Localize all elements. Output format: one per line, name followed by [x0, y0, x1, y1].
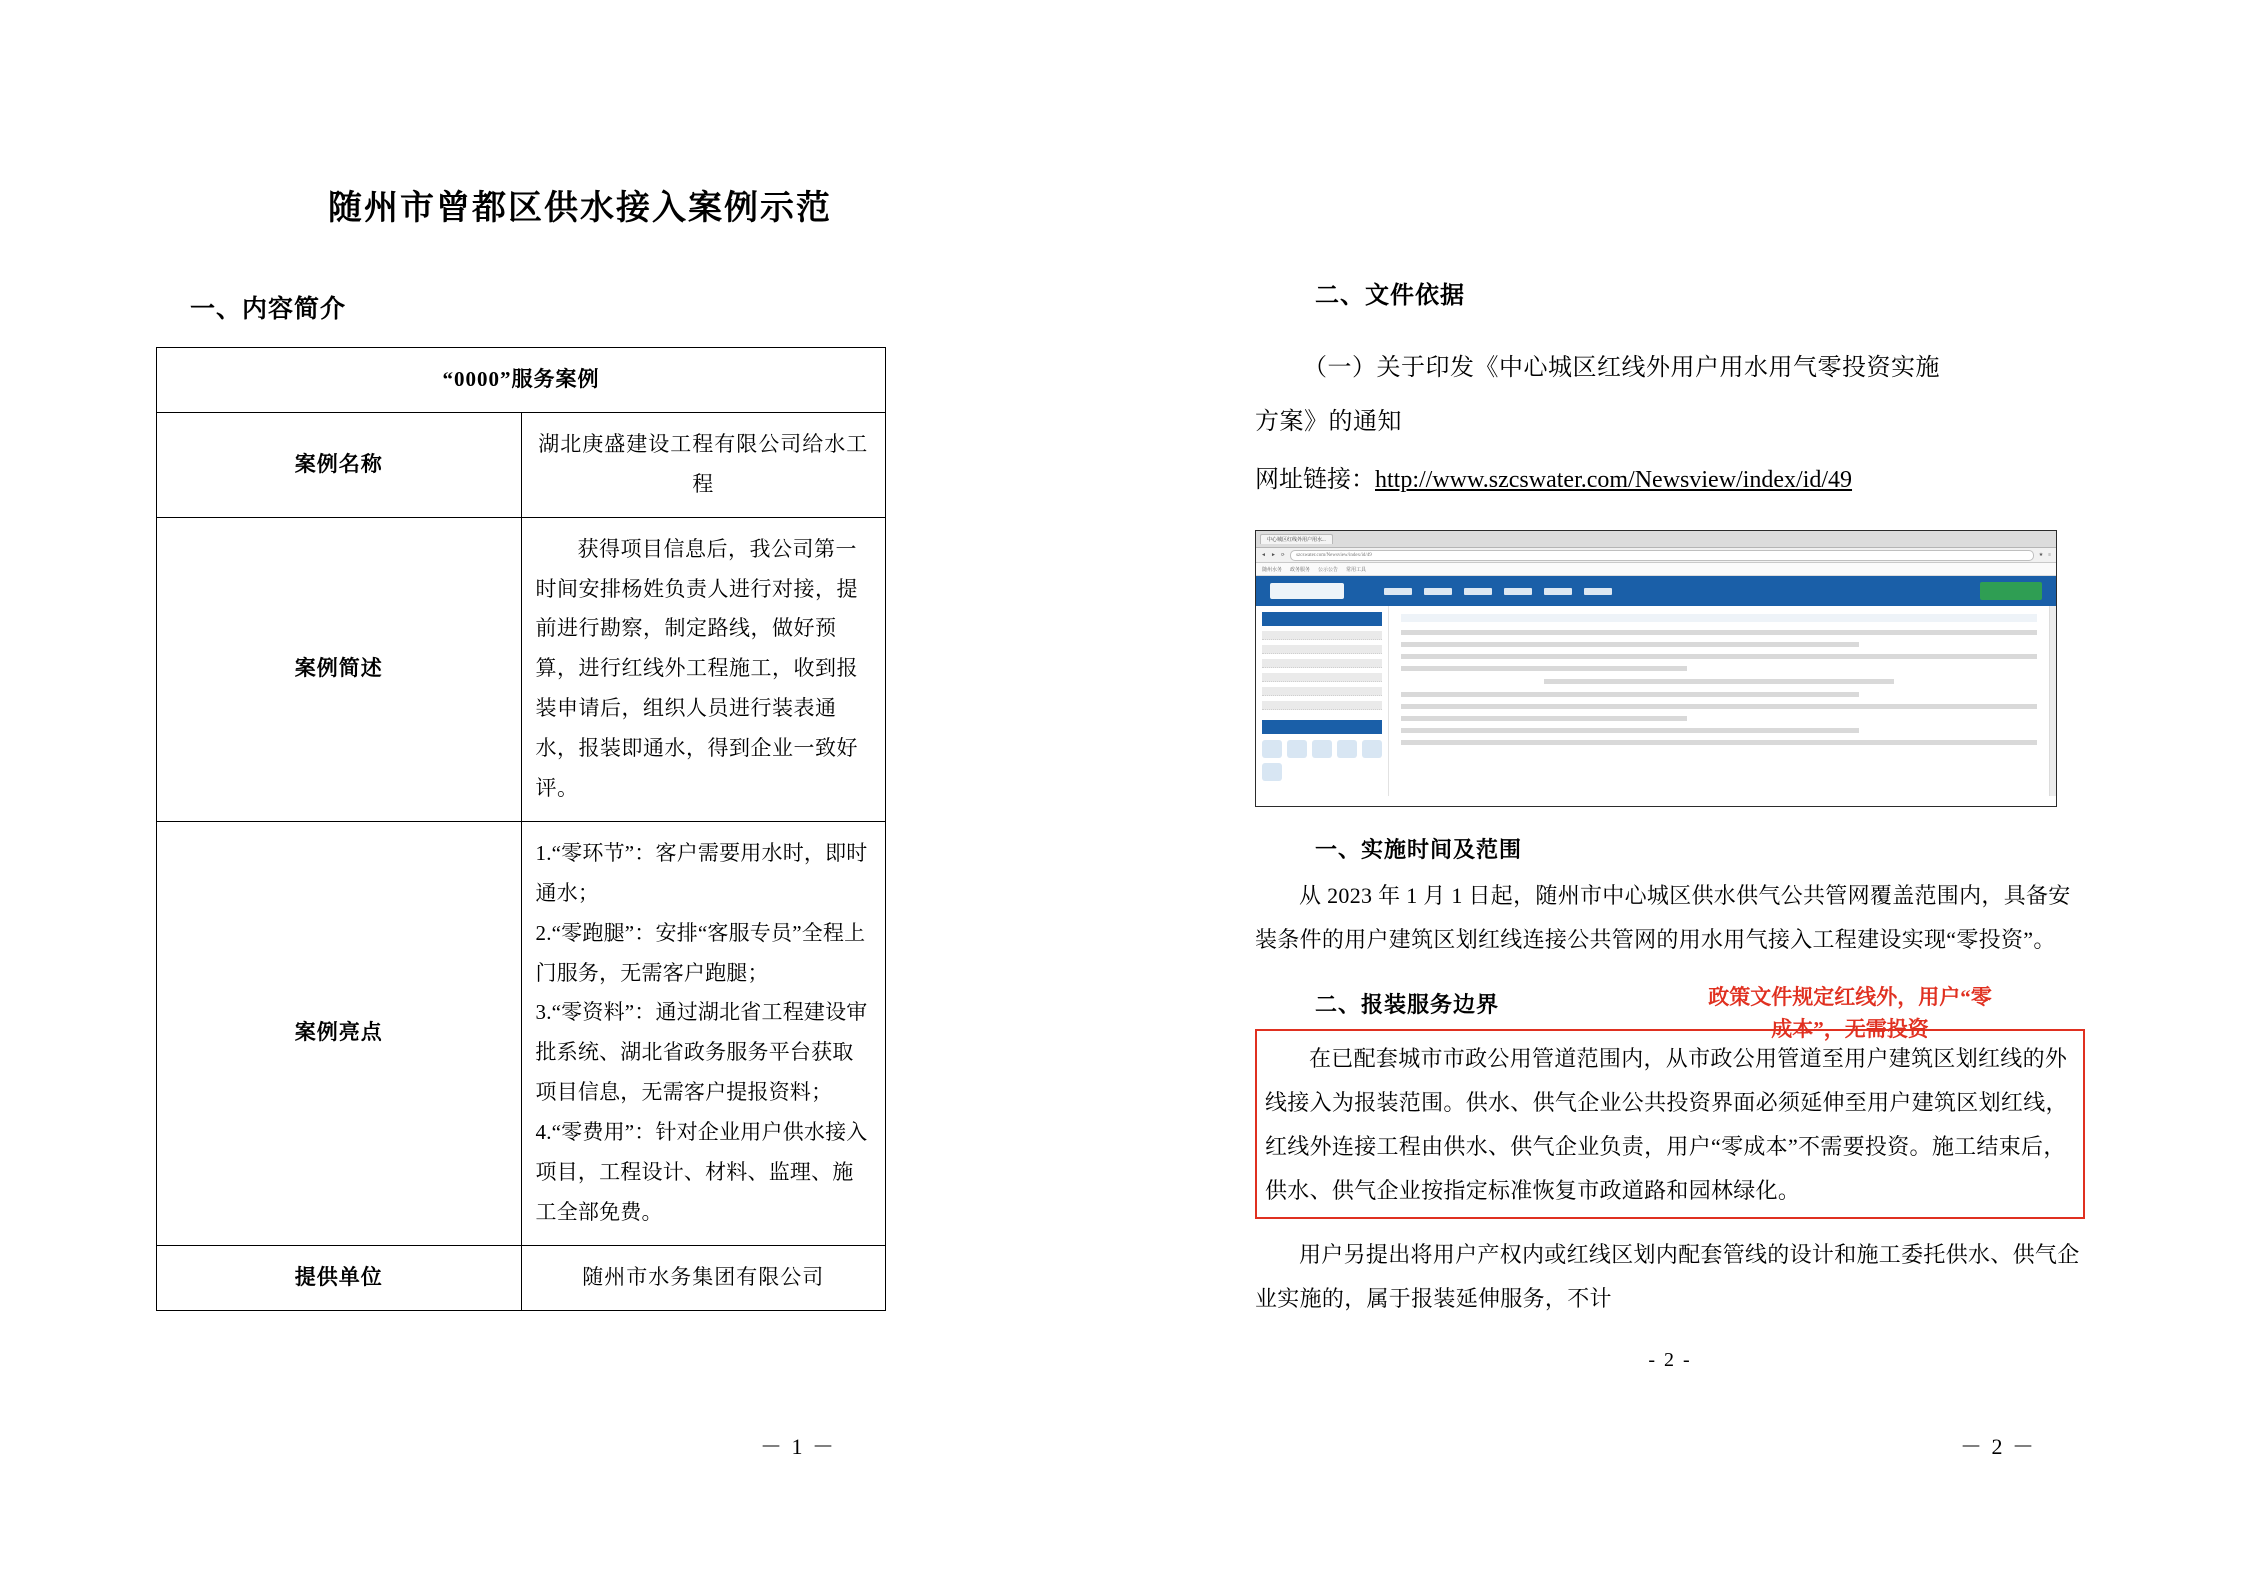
bookmark-item[interactable]: 公示公告 [1318, 567, 1339, 573]
sidebar-item[interactable] [1262, 645, 1382, 654]
service-boundary-text: 在已配套城市市政公用管道范围内，从市政公用管道至用户建筑区划红线的外线接入为报装范围。供水、供气企业公共投资界面必须延伸至用户建筑区划红线，红线外连接工程由供水、供气企业负责，用户“零成本”不需要投资。施工结束后，供水、供气企业按指定标准恢复市政道路和园林绿化。 [1265, 1046, 2068, 1203]
case-summary-value: 获得项目信息后，我公司第一时间安排杨姓负责人进行对接，提前进行勘察，制定路线，做好预算，进行红线外工程施工，收到报装申请后，组织人员进行装表通水，报装即通水，得到企业一致好评。 [521, 517, 886, 821]
highlighted-policy-box [1255, 1029, 2085, 1219]
highlight-item: 4.“零费用”：针对企业用户供水接入项目，工程设计、材料、监理、施工全部免费。 [535, 1120, 868, 1224]
sidebar-title-online-hall [1262, 720, 1382, 734]
star-icon[interactable]: ★ [2038, 553, 2044, 558]
policy-url-link[interactable]: http://www.szcswater.com/Newsview/index/id/49 [1375, 467, 1853, 493]
red-annotation: 政策文件规定红线外，用户“零成本”，无需投资 [1708, 985, 1992, 1041]
site-sidebar [1256, 606, 1389, 796]
site-header-banner [1256, 576, 2056, 606]
sidebar-item[interactable] [1262, 631, 1382, 640]
content-line [1401, 692, 1859, 697]
wechat-badge [1980, 582, 2042, 600]
right-page-content [1255, 275, 2085, 1372]
page-title: 随州市曾都区供水接入案例示范 [328, 190, 832, 227]
site-nav-item[interactable] [1424, 588, 1452, 595]
bookmark-item[interactable]: 随州水务 [1262, 567, 1283, 573]
highlight-item: 2.“零跑腿”：安排“客服专员”全程上门服务，无需客户跑腿； [535, 920, 866, 985]
content-line [1401, 630, 2037, 635]
browser-bookmarks-bar [1256, 563, 2056, 576]
site-body [1256, 606, 2056, 796]
service-icon[interactable] [1262, 763, 1282, 781]
site-nav-item[interactable] [1544, 588, 1572, 595]
left-page-content [150, 180, 1010, 1311]
highlight-item: 3.“零资料”：通过湖北省工程建设审批系统、湖北省政务服务平台获取项目信息，无需客户提报资料； [535, 1000, 868, 1105]
case-table-header: “0000”服务案例 [157, 348, 886, 413]
browser-tabbar [1256, 531, 2056, 548]
service-icon[interactable] [1312, 740, 1332, 758]
bookmark-item[interactable]: 常用工具 [1346, 567, 1367, 573]
case-summary-label: 案例简述 [157, 517, 522, 821]
sub-heading-service-boundary: 二、报装服务边界 [1315, 992, 1500, 1017]
service-icon[interactable] [1337, 740, 1357, 758]
site-nav-item[interactable] [1464, 588, 1492, 595]
case-name-value: 湖北庚盛建设工程有限公司给水工程 [521, 412, 886, 517]
content-line [1401, 642, 1859, 647]
content-line [1401, 654, 2037, 659]
service-icon[interactable] [1362, 740, 1382, 758]
embedded-browser-screenshot [1255, 530, 2057, 807]
content-line [1401, 728, 1859, 733]
service-icon[interactable] [1287, 740, 1307, 758]
implementation-text: 从 2023 年 1 月 1 日起，随州市中心城区供水供气公共管网覆盖范围内，具备安装条件的用户建筑区划红线连接公共管网的用水用气接入工程建设实现“零投资”。 [1255, 883, 2071, 952]
provider-value: 随州市水务集团有限公司 [521, 1245, 886, 1310]
inner-page-number: - 2 - [1648, 1349, 1692, 1371]
site-main-content [1389, 606, 2049, 796]
scrollbar[interactable] [2049, 606, 2056, 796]
extension-service-text: 用户另提出将用户产权内或红线区划内配套管线的设计和施工委托供水、供气企业实施的，属于报装延伸服务，不计 [1255, 1242, 2080, 1311]
content-line [1401, 740, 2037, 745]
menu-icon[interactable]: ≡ [2048, 552, 2051, 558]
table-row [157, 1245, 886, 1310]
browser-urlbar [1256, 548, 2056, 563]
site-nav-item[interactable] [1504, 588, 1532, 595]
bookmark-item[interactable]: 政务服务 [1290, 567, 1311, 573]
sidebar-item[interactable] [1262, 659, 1382, 668]
section-heading-content-intro: 一、内容简介 [190, 296, 347, 323]
case-name-label: 案例名称 [157, 412, 522, 517]
content-line [1544, 679, 1894, 684]
sidebar-item[interactable] [1262, 701, 1382, 710]
page-number-left: － 1 － [760, 1434, 837, 1459]
table-row [157, 348, 886, 413]
highlight-item: 1.“零环节”：客户需要用水时，即时通水； [535, 840, 868, 905]
provider-label: 提供单位 [157, 1245, 522, 1310]
reload-icon[interactable]: ⟳ [1280, 553, 1286, 558]
content-line [1401, 704, 2037, 709]
service-icon[interactable] [1262, 740, 1282, 758]
table-row [157, 821, 886, 1245]
site-logo [1270, 583, 1344, 599]
table-row [157, 517, 886, 821]
link-line [1255, 456, 2085, 504]
link-label: 网址链接： [1255, 467, 1375, 493]
case-highlights-label: 案例亮点 [157, 821, 522, 1245]
section-heading-file-basis: 二、文件依据 [1315, 283, 1465, 309]
sub-heading-implementation: 一、实施时间及范围 [1315, 837, 1523, 862]
content-line [1401, 716, 1687, 721]
sidebar-item[interactable] [1262, 687, 1382, 696]
site-nav-item[interactable] [1384, 588, 1412, 595]
sidebar-item[interactable] [1262, 673, 1382, 682]
sidebar-title-notices [1262, 612, 1382, 626]
url-input[interactable]: szcswater.com/Newsview/index/id/49 [1290, 550, 2034, 561]
policy-paragraph-line2: 方案》的通知 [1255, 409, 1402, 435]
content-line [1401, 666, 1687, 671]
browser-tab[interactable]: 中心城区红线外用户用水... [1260, 534, 1333, 544]
table-row [157, 412, 886, 517]
policy-paragraph-line1: （一）关于印发《中心城区红线外用户用水用气零投资实施 [1303, 355, 1940, 381]
site-nav-item[interactable] [1584, 588, 1612, 595]
site-nav [1384, 588, 1612, 595]
page-number-right: － 2 － [1960, 1434, 2037, 1459]
case-table [156, 347, 886, 1311]
case-highlights-value [521, 821, 886, 1245]
breadcrumb [1401, 614, 2037, 622]
back-icon[interactable]: ◄ [1261, 552, 1266, 558]
service-icon-grid [1262, 740, 1382, 781]
forward-icon[interactable]: ► [1270, 552, 1276, 558]
